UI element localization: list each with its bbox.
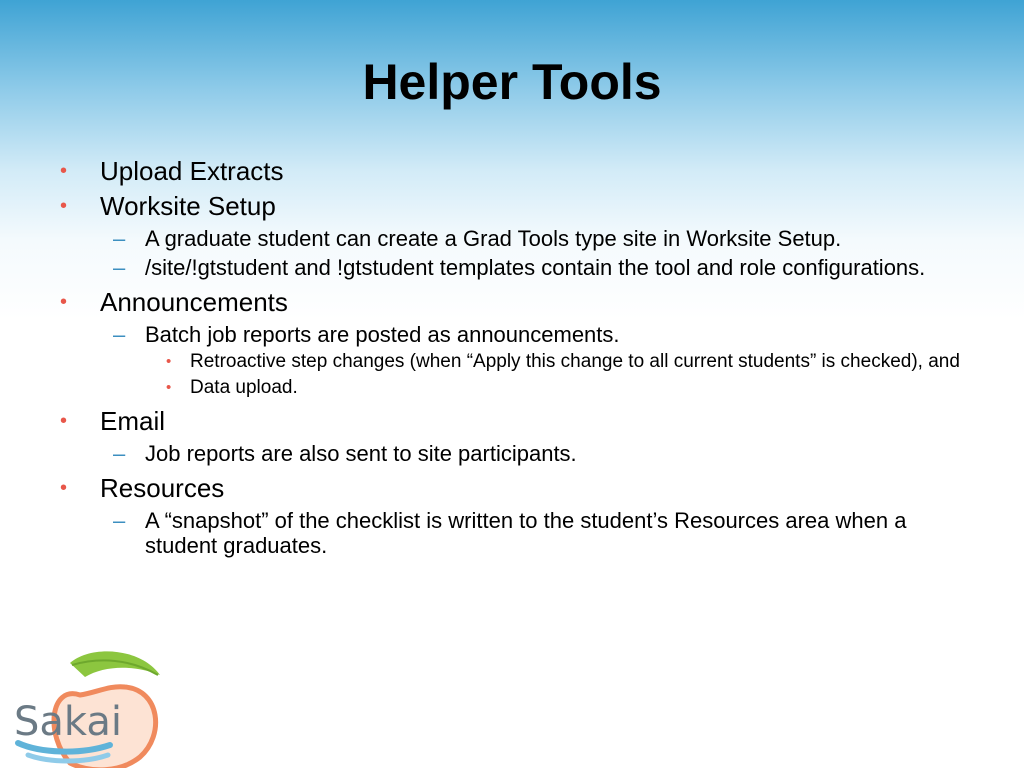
list-item-text: Upload Extracts — [100, 156, 284, 186]
list-subsubitem-text: Retroactive step changes (when “Apply this change to all current students” is checked), and — [190, 351, 960, 372]
slide-title: Helper Tools — [362, 54, 662, 110]
list-subitem-text: Batch job reports are posted as announcements. — [145, 322, 620, 347]
list-subitem — [0, 508, 1024, 558]
list-item — [0, 405, 1024, 437]
slide-content — [0, 152, 1024, 558]
list-item — [0, 472, 1024, 504]
list-subsubitem-text: Data upload. — [190, 377, 298, 398]
bullet-marker: • — [166, 353, 172, 370]
list-item — [0, 155, 1024, 187]
dash-marker: – — [113, 226, 126, 251]
list-item-text: Announcements — [100, 287, 288, 317]
list-subitem-text: Job reports are also sent to site participants. — [145, 441, 577, 466]
list-item-text: Email — [100, 406, 166, 436]
list-subitem-text: /site/!gtstudent and !gtstudent templates contain the tool and role configurations. — [145, 255, 926, 280]
list-subitem-text: A graduate student can create a Grad Tools type site in Worksite Setup. — [145, 226, 842, 251]
bullet-marker: • — [60, 477, 68, 499]
bullet-marker: • — [60, 291, 68, 313]
list-item-text: Resources — [100, 473, 225, 503]
list-item-text: Worksite Setup — [100, 191, 276, 221]
list-subsubitem — [0, 377, 1024, 399]
list-subitem-text: A “snapshot” of the checklist is written to the student’s Resources area when a student graduates. — [145, 508, 907, 558]
list-item — [0, 190, 1024, 222]
list-item — [0, 286, 1024, 318]
dash-marker: – — [113, 508, 126, 533]
list-subitem — [0, 322, 1024, 347]
dash-marker: – — [113, 322, 126, 347]
list-subitem — [0, 255, 1024, 280]
logo-text: Sakai — [14, 699, 122, 745]
bullet-marker: • — [60, 195, 68, 217]
leaf-icon — [70, 651, 160, 677]
sakai-logo — [10, 645, 170, 768]
dash-marker: – — [113, 441, 126, 466]
bullet-marker: • — [60, 410, 68, 432]
list-subitem — [0, 441, 1024, 466]
list-subsubitem — [0, 351, 1024, 373]
dash-marker: – — [113, 255, 126, 280]
bullet-marker: • — [166, 379, 172, 396]
bullet-marker: • — [60, 160, 68, 182]
list-subitem — [0, 226, 1024, 251]
